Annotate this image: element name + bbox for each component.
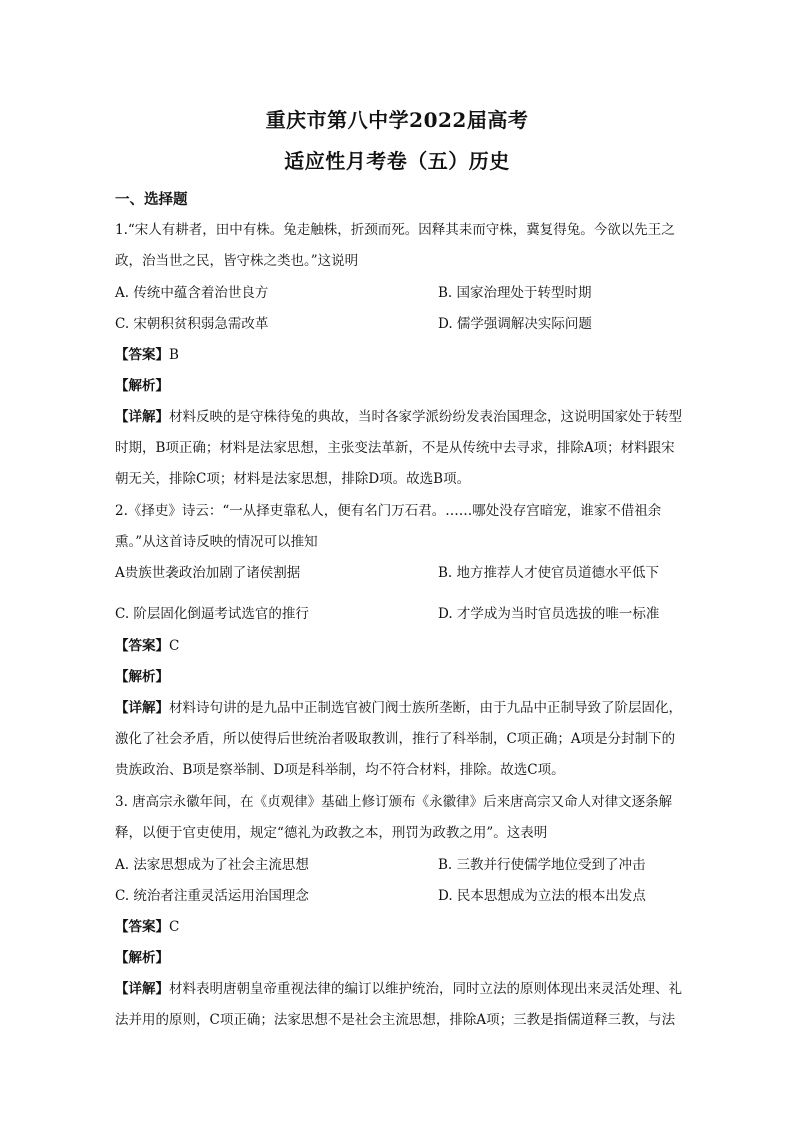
q2-option-c: C. 阶层固化倒逼考试选官的推行 (115, 606, 309, 622)
q1-option-d: D. 儒学强调解决实际问题 (438, 316, 592, 332)
q2-analysis-tag: 【解析】 (115, 669, 169, 685)
q2-option-a: A贵族世袭政治加剧了诸侯割据 (115, 565, 301, 581)
q3-stem-line2: 释，以便于官吏使用，规定“德礼为政教之本，刑罚为政教之用”。这表明 (115, 825, 548, 841)
q2-option-b: B. 地方推荐人才使官员道德水平低下 (438, 565, 660, 581)
q1-option-b: B. 国家治理处于转型时期 (438, 285, 592, 301)
detail-text: 材料反映的是守株待兔的典故，当时各家学派纷纷发表治国理念，这说明国家处于转型 (169, 409, 682, 425)
q1-stem-line2: 政，治当世之民，皆守株之类也。”这说明 (115, 253, 359, 269)
q1-stem-line1: 1.“宋人有耕者，田中有株。兔走触株，折颈而死。因释其耒而守株，冀复得兔。今欲以先王之 (115, 222, 675, 238)
q2-stem-line2: 熏。”从这首诗反映的情况可以推知 (115, 534, 318, 550)
detail-tag: 【详解】 (115, 981, 169, 997)
q3-option-a: A. 法家思想成为了社会主流思想 (115, 857, 309, 873)
detail-tag: 【详解】 (115, 409, 169, 425)
q1-detail-line3: 朝无关，排除C项；材料是法家思想，排除D项。故选B项。 (115, 471, 471, 487)
q1-analysis-tag: 【解析】 (115, 378, 169, 394)
q2-detail-line3: 贵族政治、B项是察举制、D项是科举制，均不符合材料，排除。故选C项。 (115, 762, 565, 778)
q2-detail-line1 (115, 696, 705, 716)
detail-text: 材料表明唐朝皇帝重视法律的编订以维护统治，同时立法的原则体现出来灵活处理、礼 (169, 981, 682, 997)
q3-option-d: D. 民本思想成为立法的根本出发点 (438, 888, 646, 904)
document-title: 重庆市第八中学2022届高考 (265, 108, 529, 132)
q3-option-c: C. 统治者注重灵活运用治国理念 (115, 888, 309, 904)
answer-tag: 【答案】 (115, 638, 169, 654)
answer-value: B (169, 347, 179, 363)
q1-answer (115, 343, 705, 363)
q1-detail-line2: 时期，B项正确；材料是法家思想，主张变法革新，不是从传统中去寻求，排除A项；材料跟宋 (115, 440, 675, 456)
q2-detail-line2: 激化了社会矛盾，所以使得后世统治者吸取教训，推行了科举制，C项正确；A项是分封制下的 (115, 731, 676, 747)
answer-value: C (169, 638, 180, 654)
q3-detail-line2: 法并用的原则，C项正确；法家思想不是社会主流思想，排除A项；三教是指儒道释三教，与法 (115, 1012, 676, 1028)
q3-detail-line1 (115, 977, 705, 997)
q2-option-d: D. 才学成为当时官员选拔的唯一标准 (438, 606, 660, 622)
answer-value: C (169, 919, 180, 935)
document-subtitle: 适应性月考卷（五）历史 (284, 149, 510, 173)
answer-tag: 【答案】 (115, 347, 169, 363)
section-heading: 一、选择题 (115, 191, 188, 208)
detail-tag: 【详解】 (115, 700, 169, 716)
q3-stem-line1: 3. 唐高宗永徽年间，在《贞观律》基础上修订颁布《永徽律》后来唐高宗又命人对律文逐条解 (115, 794, 673, 810)
q3-option-b: B. 三教并行使儒学地位受到了冲击 (438, 857, 646, 873)
q1-option-c: C. 宋朝积贫积弱急需改革 (115, 316, 269, 332)
q3-analysis-tag: 【解析】 (115, 950, 169, 966)
q2-stem-line1: 2.《择吏》诗云：“一从择吏靠私人，便有名门万石君。……哪处没存宫暗宠，谁家不借祖余 (115, 503, 662, 519)
detail-text: 材料诗句讲的是九品中正制选官被门阀士族所垄断，由于九品中正制导致了阶层固化， (169, 700, 682, 716)
q2-answer (115, 634, 705, 654)
q1-option-a: A. 传统中蕴含着治世良方 (115, 285, 269, 301)
q3-answer (115, 915, 705, 935)
q1-detail-line1 (115, 405, 705, 425)
answer-tag: 【答案】 (115, 919, 169, 935)
